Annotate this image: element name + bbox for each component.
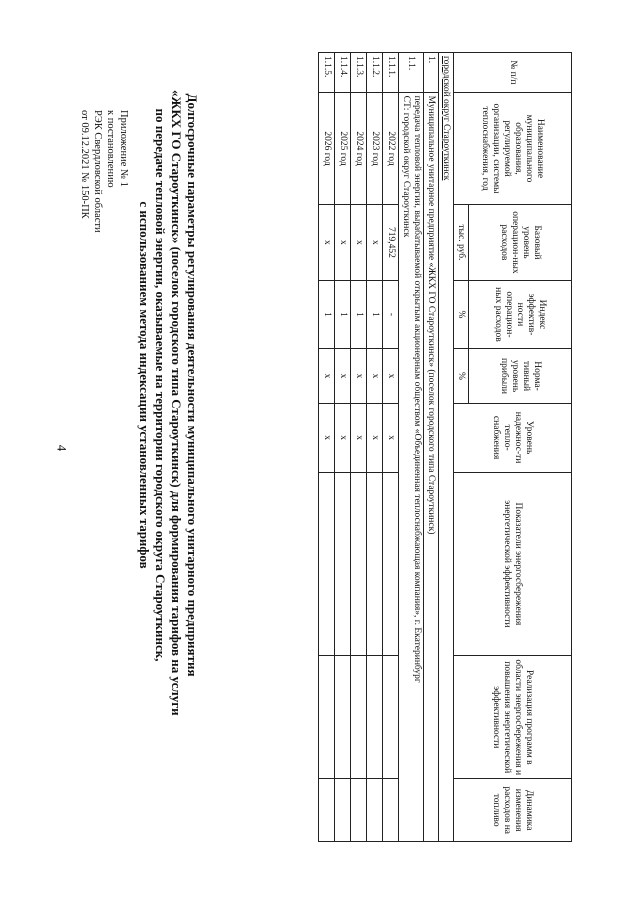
row-programs <box>383 656 399 779</box>
table-row <box>383 53 399 842</box>
system-sub-text: СТ: городской округ Староуткинск <box>401 95 411 238</box>
col-base-header: Базовый уровень операцион-ных расходов <box>469 205 572 280</box>
table-row <box>367 53 383 842</box>
row-norm: х <box>335 349 351 403</box>
row-programs <box>335 656 351 779</box>
table-row <box>319 53 335 842</box>
row-year: 2022 год <box>383 92 399 205</box>
system-name-text: передача тепловой энергии, вырабатываемой открытым акционерным обществом «Объединенная теплоснабжающая компания», г. Екатеринбург <box>412 95 422 683</box>
row-num: 1.1.3. <box>351 53 367 93</box>
row-programs <box>351 656 367 779</box>
row-norm: х <box>319 349 335 403</box>
row-reliability: х <box>335 403 351 472</box>
section-row <box>439 53 454 842</box>
appendix-line: РЭК Свердловской области <box>92 110 103 233</box>
appendix-line: Приложение № 1 <box>118 110 129 187</box>
row-num: 1.1.2. <box>367 53 383 93</box>
row-base: 719,452 <box>383 205 399 280</box>
row-year: 2024 год <box>351 92 367 205</box>
col-reliability-header: Уровень надежнос-ти тепло-снабжения <box>454 403 572 472</box>
col-index-header: Индекс эффектив-ности операцион-ных расходов <box>469 280 572 349</box>
parameters-table <box>240 52 572 842</box>
system-row <box>399 53 424 842</box>
row-reliability: х <box>383 403 399 472</box>
row-index: - <box>383 280 399 349</box>
page-number: 4 <box>54 444 70 452</box>
row-reliability: х <box>367 403 383 472</box>
system-name <box>399 92 424 841</box>
row-norm: х <box>351 349 367 403</box>
row-energy <box>383 472 399 656</box>
row-energy <box>351 472 367 656</box>
document-title <box>136 90 200 716</box>
appendix-block <box>78 110 130 233</box>
row-index: 1 <box>367 280 383 349</box>
row-index: 1 <box>335 280 351 349</box>
header-row <box>469 53 572 842</box>
appendix-line: к постановлению <box>105 110 116 188</box>
title-line: Долгосрочные параметры регулирования деятельности муниципального унитарного предприятия <box>185 93 200 677</box>
unit-base: тыс. руб. <box>454 205 469 280</box>
col-dynamics-header: Динамика изменения расходов на топливо <box>454 779 572 842</box>
appendix-line: от 09.12.2021 № 150-ПК <box>79 110 90 219</box>
row-dynamics <box>383 779 399 842</box>
title-line: «ЖКХ ГО Староуткинск» (поселок городского типа Староуткинск) для формирования тарифов на услуги <box>169 90 184 716</box>
row-reliability: х <box>319 403 335 472</box>
row-dynamics <box>319 779 335 842</box>
org-name: Муниципальное унитарное предприятие «ЖКХ ГО Староуткинск» (поселок городского типа Староуткинск) <box>424 92 439 841</box>
row-year: 2023 год <box>367 92 383 205</box>
unit-norm: % <box>454 349 469 403</box>
row-base: х <box>367 205 383 280</box>
row-base: х <box>319 205 335 280</box>
row-index: 1 <box>319 280 335 349</box>
row-dynamics <box>335 779 351 842</box>
row-num: 1.1.5. <box>319 53 335 93</box>
row-programs <box>367 656 383 779</box>
title-line: по передаче тепловой энергии, оказываемые на территории городского округа Староуткинск, <box>153 108 168 662</box>
row-norm: х <box>383 349 399 403</box>
row-programs <box>319 656 335 779</box>
org-row <box>424 53 439 842</box>
row-dynamics <box>367 779 383 842</box>
col-num-header: № п/п <box>454 53 572 93</box>
section-label: городской округ Староуткинск <box>439 53 454 842</box>
row-base: х <box>351 205 367 280</box>
row-num: 1.1.1. <box>383 53 399 93</box>
row-energy <box>319 472 335 656</box>
col-energy-header: Показатели энергосбережения энергетической эффективности <box>454 472 572 656</box>
col-name-header: Наименование муниципального образования, регулируемой организации, системы теплоснабжения, год <box>454 92 572 205</box>
title-line: с использованием метода индексации установленных тарифов <box>137 201 152 569</box>
row-num: 1.1.4. <box>335 53 351 93</box>
org-num: 1. <box>424 53 439 93</box>
col-programs-header: Реализация программ в области энергосбережения и повышения энергетической эффективности <box>454 656 572 779</box>
row-energy <box>335 472 351 656</box>
unit-index: % <box>454 280 469 349</box>
row-index: 1 <box>351 280 367 349</box>
table-row <box>351 53 367 842</box>
row-year: 2025 год <box>335 92 351 205</box>
row-year: 2026 год <box>319 92 335 205</box>
row-dynamics <box>351 779 367 842</box>
row-norm: х <box>367 349 383 403</box>
system-num: 1.1. <box>399 53 424 93</box>
row-reliability: х <box>351 403 367 472</box>
row-energy <box>367 472 383 656</box>
col-norm-header: Норма-тивный уровень прибыли <box>469 349 572 403</box>
row-base: х <box>335 205 351 280</box>
table-row <box>335 53 351 842</box>
